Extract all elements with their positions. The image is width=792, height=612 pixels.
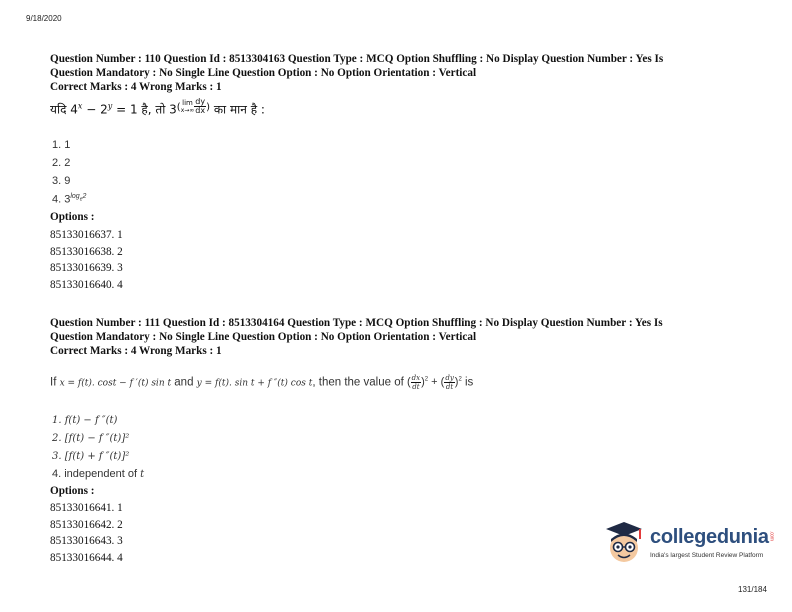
q1-marks: Correct Marks : 4 Wrong Marks : 1 xyxy=(50,81,222,93)
logo-wordmark: collegedunia.com xyxy=(650,526,775,548)
q1-code-3: 85133016639. 3 xyxy=(50,262,123,274)
q1-option-4: 4. $3^{log_e2}$ xyxy=(52,193,87,206)
q1-code-4: 85133016640. 4 xyxy=(50,279,123,291)
q1-options-label: Options : xyxy=(50,211,95,223)
q2-option-3: 3. [f(t) + f ″(t)]² xyxy=(52,451,130,462)
q2-header-line1: Question Number : 111 Question Id : 8513304164 Question Type : MCQ Option Shuffling : No Display Question Number : Yes Is xyxy=(50,317,663,329)
q1-option-3: 3. 9 xyxy=(52,175,71,187)
print-date: 9/18/2020 xyxy=(26,14,62,23)
q2-code-1: 85133016641. 1 xyxy=(50,502,123,514)
q2-code-3: 85133016643. 3 xyxy=(50,535,123,547)
q2-option-4: 4. independent of t xyxy=(52,468,145,480)
q2-question: If x = f(t). cost − f ′(t) sin t and y = f(t). sin t + f ″(t) cos t, then the value of ( $\frac{dx}{dt}$ )$^2$ + ( $\frac{dy}{dt}$ )$^2$ is xyxy=(50,374,474,391)
page-number: 131/184 xyxy=(738,585,767,594)
q2-option-1: 1. f(t) − f ″(t) xyxy=(52,415,118,426)
q2-code-4: 85133016644. 4 xyxy=(50,552,123,564)
q1-code-1: 85133016637. 1 xyxy=(50,229,123,241)
q2-header-line2: Question Mandatory : No Single Line Question Option : No Option Orientation : Vertical xyxy=(50,331,477,343)
q2-option-2: 2. [f(t) − f ″(t)]² xyxy=(52,433,130,444)
q1-option-1: 1. 1 xyxy=(52,139,71,151)
q2-code-2: 85133016642. 2 xyxy=(50,519,123,531)
collegedunia-mascot-icon xyxy=(602,520,646,566)
q2-options-label: Options : xyxy=(50,485,95,497)
q1-option-2: 2. 2 xyxy=(52,157,71,169)
q1-question: यदि $4^x - 2^y = 1$ है, तो $3^{( lim x\to\infty \frac{dy}{dx} )}$ का मान है : xyxy=(50,97,265,117)
q2-header xyxy=(50,316,750,358)
q2-marks: Correct Marks : 4 Wrong Marks : 1 xyxy=(50,345,222,357)
q1-header xyxy=(50,52,750,94)
q1-code-2: 85133016638. 2 xyxy=(50,246,123,258)
q1-header-line2: Question Mandatory : No Single Line Question Option : No Option Orientation : Vertical xyxy=(50,67,477,79)
q1-header-line1: Question Number : 110 Question Id : 8513304163 Question Type : MCQ Option Shuffling : No Display Question Number : Yes Is xyxy=(50,53,664,65)
logo-tagline: India's largest Student Review Platform xyxy=(650,552,764,559)
